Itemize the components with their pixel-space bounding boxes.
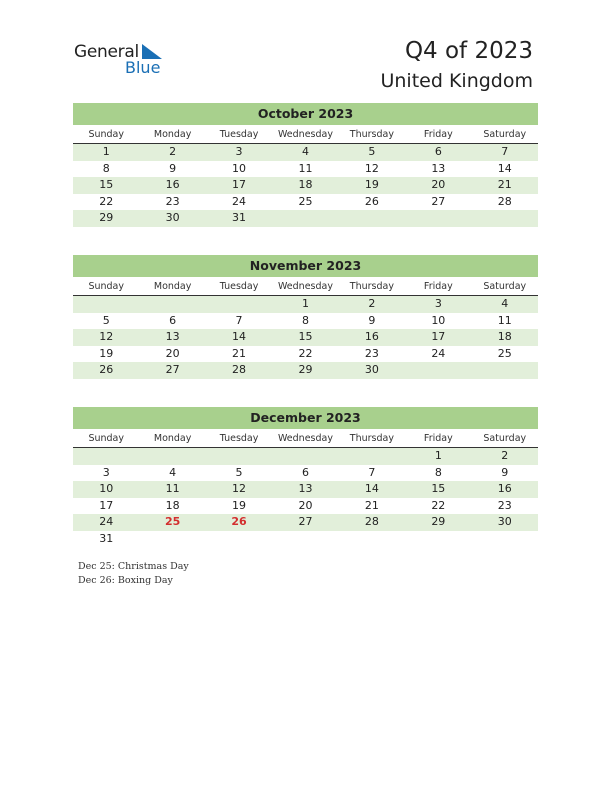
day-cell: 1	[434, 449, 442, 462]
weekday-label: Saturday	[483, 433, 527, 444]
day-cell	[206, 531, 272, 548]
day-cell: 12	[232, 482, 247, 495]
day-cell	[339, 210, 405, 227]
week-row	[73, 194, 538, 211]
day-cell	[405, 531, 471, 548]
day-cell: 12	[364, 161, 379, 175]
day-cell: 10	[431, 313, 446, 327]
day-cell: 18	[497, 330, 512, 343]
weekday-label: Thursday	[349, 433, 394, 444]
day-cell: 28	[497, 194, 512, 208]
day-cell: 23	[165, 194, 180, 208]
day-cell: 22	[298, 346, 313, 360]
brand-blue-text: Blue	[125, 58, 161, 77]
week-row	[73, 161, 538, 178]
day-cell: 16	[364, 330, 379, 343]
week-row	[73, 531, 538, 548]
weekday-header-row	[73, 277, 538, 296]
day-cell	[339, 448, 405, 465]
weekday-label: Friday	[423, 281, 453, 292]
holiday-note: Dec 26: Boxing Day	[78, 575, 173, 586]
day-cell: 27	[165, 363, 180, 376]
weekday-label: Monday	[153, 281, 192, 292]
day-cell: 13	[298, 482, 313, 495]
weekday-label: Sunday	[88, 433, 124, 444]
weekday-label: Tuesday	[219, 433, 259, 444]
day-cell: 26	[99, 363, 114, 376]
week-row	[73, 313, 538, 330]
week-row	[73, 362, 538, 379]
day-cell	[472, 210, 538, 227]
week-row	[73, 481, 538, 498]
holiday-day-cell: 26	[231, 515, 247, 528]
day-cell: 31	[232, 211, 247, 224]
day-cell	[73, 296, 139, 313]
day-cell	[405, 210, 471, 227]
day-cell: 2	[368, 297, 376, 310]
weekday-label: Thursday	[349, 129, 394, 140]
day-cell: 2	[169, 145, 177, 158]
day-cell: 19	[232, 498, 247, 512]
day-cell: 14	[232, 330, 247, 343]
weekday-label: Wednesday	[277, 129, 333, 140]
day-cell: 6	[301, 465, 309, 479]
day-cell: 24	[431, 346, 446, 360]
weekday-header-row	[73, 125, 538, 144]
day-cell	[405, 362, 471, 379]
weekday-label: Tuesday	[219, 281, 259, 292]
day-cell	[272, 531, 338, 548]
day-cell: 20	[165, 346, 180, 360]
day-cell: 30	[165, 211, 180, 224]
day-cell: 4	[501, 297, 509, 310]
day-cell: 29	[431, 515, 446, 528]
day-cell: 8	[102, 161, 110, 175]
day-cell: 8	[434, 465, 442, 479]
day-cell: 17	[431, 330, 446, 343]
day-cell: 7	[501, 145, 509, 158]
day-cell: 13	[431, 161, 446, 175]
day-cell: 9	[368, 313, 376, 327]
week-row	[73, 210, 538, 227]
day-cell: 18	[165, 498, 180, 512]
holiday-notes	[78, 560, 189, 588]
day-cell: 26	[364, 194, 379, 208]
week-row	[73, 514, 538, 531]
brand-general-text: General	[74, 42, 139, 62]
month-title: October 2023	[73, 103, 538, 125]
day-cell: 10	[99, 482, 114, 495]
day-cell: 29	[99, 211, 114, 224]
day-cell: 21	[497, 178, 512, 191]
day-cell: 7	[368, 465, 376, 479]
day-cell: 16	[497, 482, 512, 495]
day-cell	[206, 296, 272, 313]
day-cell: 18	[298, 178, 313, 191]
weekday-label: Saturday	[483, 129, 527, 140]
day-cell: 20	[431, 178, 446, 191]
day-cell: 30	[497, 515, 512, 528]
day-cell: 25	[497, 346, 512, 360]
holiday-day-cell: 25	[164, 515, 181, 528]
day-cell: 4	[169, 465, 177, 479]
day-cell: 20	[298, 498, 313, 512]
holiday-note: Dec 25: Christmas Day	[78, 561, 189, 572]
day-cell: 3	[102, 465, 110, 479]
day-cell	[73, 448, 139, 465]
day-cell: 2	[501, 449, 509, 462]
weekday-label: Wednesday	[277, 281, 333, 292]
day-cell: 19	[364, 178, 379, 191]
day-cell: 14	[497, 161, 512, 175]
day-cell: 30	[364, 363, 379, 376]
day-cell: 3	[235, 145, 243, 158]
week-row	[73, 465, 538, 482]
month-october	[73, 103, 538, 227]
day-cell	[272, 210, 338, 227]
day-cell: 27	[431, 194, 446, 208]
day-cell: 4	[301, 145, 309, 158]
day-cell: 24	[232, 194, 247, 208]
day-cell: 15	[298, 330, 313, 343]
month-november	[73, 255, 538, 379]
day-cell	[139, 296, 205, 313]
day-cell: 11	[497, 313, 512, 327]
weekday-label: Sunday	[88, 281, 124, 292]
day-cell: 23	[364, 346, 379, 360]
day-cell: 8	[301, 313, 309, 327]
day-cell: 29	[298, 363, 313, 376]
day-cell: 21	[364, 498, 379, 512]
brand-logo	[74, 42, 174, 78]
day-cell: 24	[99, 515, 114, 528]
day-cell: 5	[368, 145, 376, 158]
week-row	[73, 448, 538, 465]
day-cell: 28	[232, 363, 247, 376]
week-row	[73, 329, 538, 346]
week-row	[73, 498, 538, 515]
weekday-label: Friday	[423, 433, 453, 444]
weekday-label: Sunday	[88, 129, 124, 140]
week-row	[73, 144, 538, 161]
day-cell: 5	[235, 465, 243, 479]
week-row	[73, 296, 538, 313]
weekday-header-row	[73, 429, 538, 448]
day-cell: 22	[99, 194, 114, 208]
week-row	[73, 346, 538, 363]
day-cell: 6	[169, 313, 177, 327]
day-cell: 23	[497, 498, 512, 512]
weekday-label: Friday	[423, 129, 453, 140]
day-cell: 31	[99, 531, 114, 545]
day-cell	[339, 531, 405, 548]
day-cell: 7	[235, 313, 243, 327]
day-cell	[272, 448, 338, 465]
day-cell: 21	[232, 346, 247, 360]
day-cell: 3	[434, 297, 442, 310]
weekday-label: Tuesday	[219, 129, 259, 140]
weekday-label: Monday	[153, 433, 192, 444]
day-cell: 14	[364, 482, 379, 495]
month-title: November 2023	[73, 255, 538, 277]
day-cell: 16	[165, 178, 180, 191]
day-cell: 12	[99, 330, 114, 343]
month-december	[73, 407, 538, 547]
day-cell: 28	[364, 515, 379, 528]
day-cell	[139, 448, 205, 465]
day-cell	[472, 531, 538, 548]
day-cell: 22	[431, 498, 446, 512]
day-cell: 19	[99, 346, 114, 360]
day-cell	[206, 448, 272, 465]
day-cell: 9	[169, 161, 177, 175]
logo-flag-icon	[142, 44, 162, 59]
day-cell: 5	[102, 313, 110, 327]
weekday-label: Wednesday	[277, 433, 333, 444]
day-cell: 27	[298, 515, 313, 528]
day-cell: 11	[298, 161, 313, 175]
day-cell: 17	[232, 178, 247, 191]
month-title: December 2023	[73, 407, 538, 429]
country-name: United Kingdom	[380, 70, 533, 92]
page-title: Q4 of 2023	[404, 38, 533, 64]
day-cell	[472, 362, 538, 379]
day-cell: 15	[431, 482, 446, 495]
day-cell	[139, 531, 205, 548]
day-cell: 11	[165, 482, 180, 495]
day-cell: 1	[301, 297, 309, 310]
weekday-label: Thursday	[349, 281, 394, 292]
day-cell: 1	[102, 145, 110, 158]
day-cell: 10	[232, 161, 247, 175]
day-cell: 13	[165, 330, 180, 343]
day-cell: 9	[501, 465, 509, 479]
week-row	[73, 177, 538, 194]
weekday-label: Saturday	[483, 281, 527, 292]
weekday-label: Monday	[153, 129, 192, 140]
day-cell: 17	[99, 498, 114, 512]
day-cell: 6	[434, 145, 442, 158]
day-cell: 15	[99, 178, 114, 191]
day-cell: 25	[298, 194, 313, 208]
